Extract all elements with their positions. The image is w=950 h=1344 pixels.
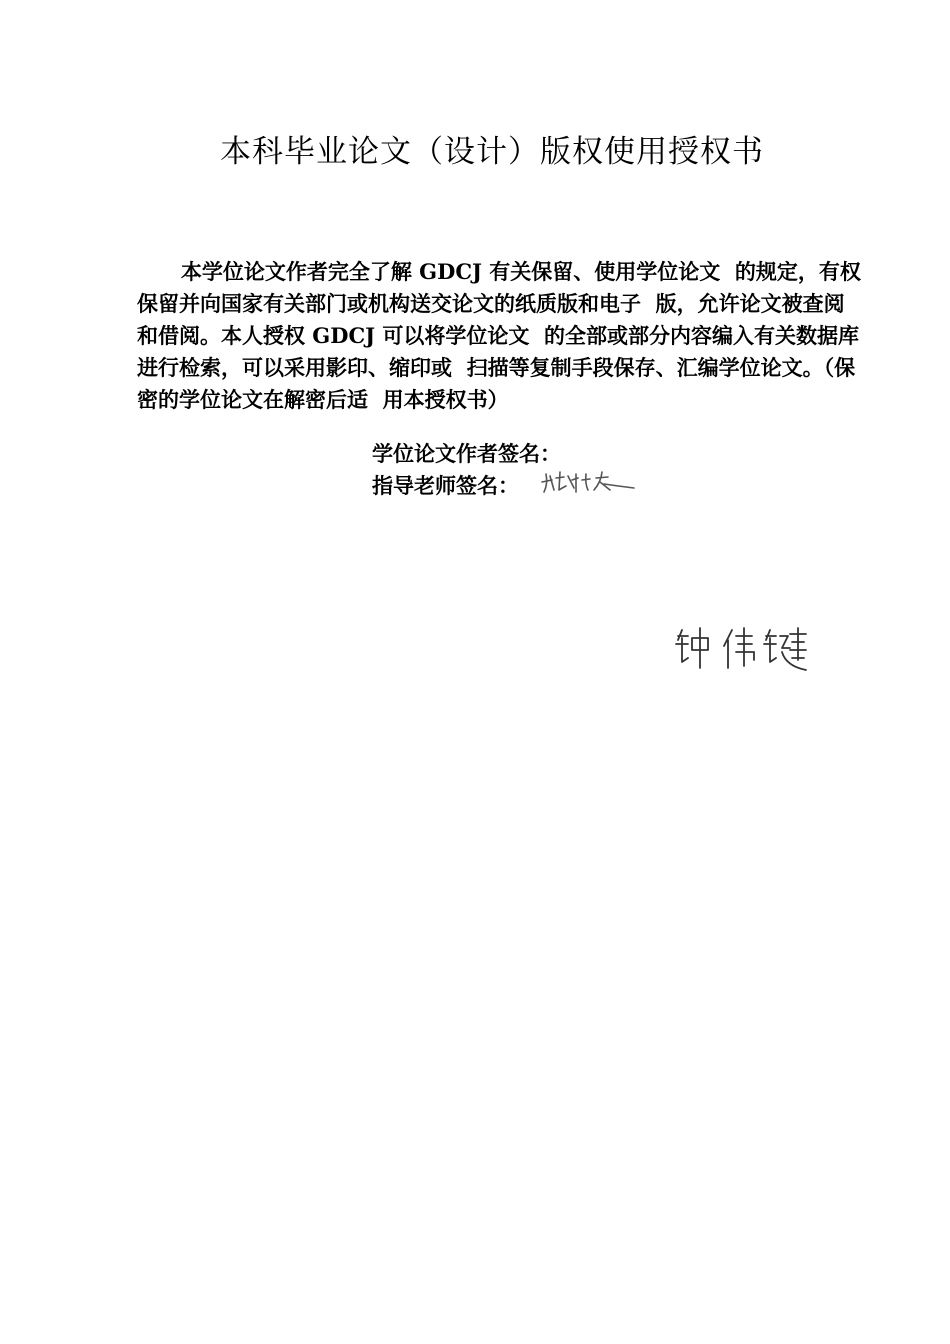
author-signature-label: 学位论文作者签名： bbox=[372, 441, 561, 466]
advisor-signature-label: 指导老师签名： bbox=[372, 473, 519, 498]
authorization-paragraph: 本学位论文作者完全了解 GDCJ 有关保留、使用学位论文 的规定，有权保留并向国家有关部门或机构送交论文的纸质版和电子 版，允许论文被查阅和借阅。本人授权 GDCJ 可以将学位论文 的全部或部分内容编入有关数据库进行检索，可以采用影印、缩印或 扫描等复制手段保存、汇编学位论文。（保密的学位论文在解密后适 用本授权书） bbox=[137, 259, 861, 412]
student-handwritten-signature bbox=[672, 622, 812, 674]
advisor-handwritten-signature bbox=[538, 468, 638, 496]
document-title: 本科毕业论文（设计）版权使用授权书 bbox=[220, 134, 764, 170]
